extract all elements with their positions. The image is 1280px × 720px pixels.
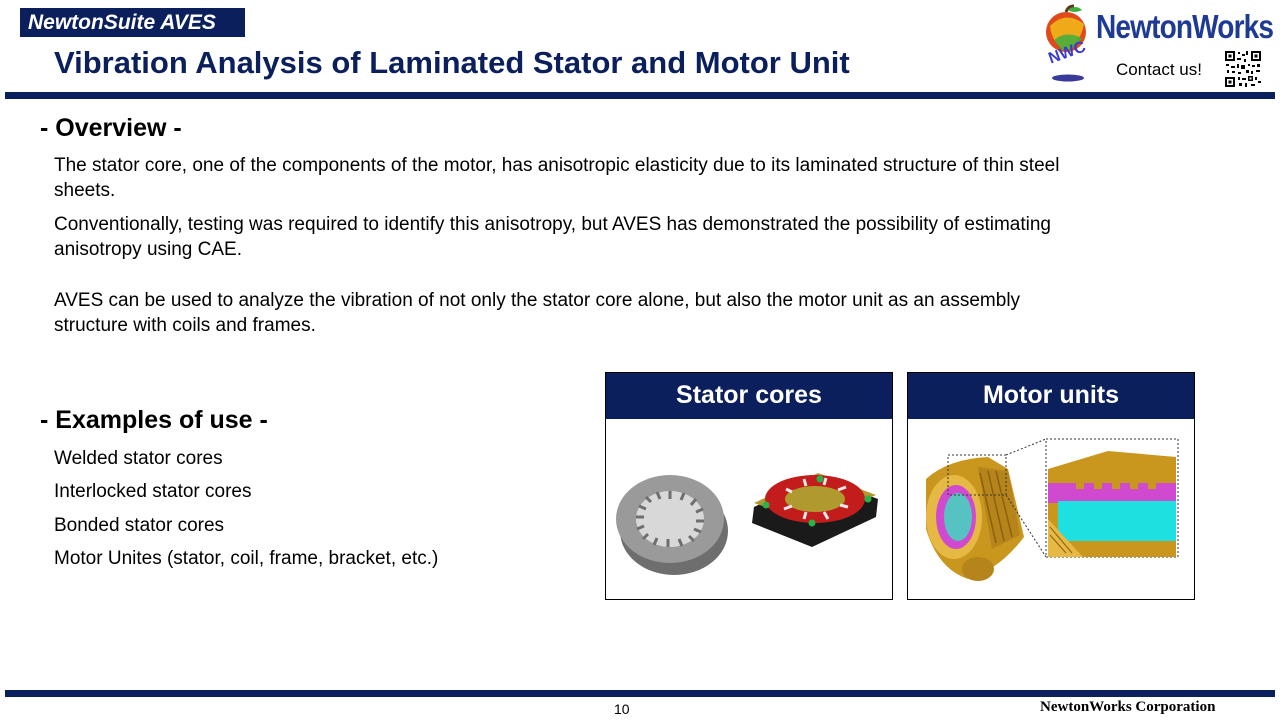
page-title: Vibration Analysis of Laminated Stator and Motor Unit — [54, 45, 850, 80]
product-badge: NewtonSuite AVES — [20, 8, 245, 37]
example-item: Interlocked stator cores — [54, 481, 252, 502]
contact-link[interactable]: Contact us! — [1116, 60, 1202, 79]
example-item: Welded stator cores — [54, 448, 223, 469]
motor-units-panel — [907, 372, 1195, 600]
company-logo[interactable] — [1040, 4, 1280, 90]
page-number: 10 — [614, 701, 630, 717]
apple-globe-icon — [1040, 4, 1100, 84]
overview-paragraph-1: The stator core, one of the components of the motor, has anisotropic elasticity due to its laminated structure of thin steel sheets. — [54, 155, 1060, 201]
examples-heading: - Examples of use - — [40, 406, 268, 434]
motor-units-image — [908, 419, 1194, 599]
footer-divider — [5, 690, 1275, 697]
overview-paragraph-2: Conventionally, testing was required to identify this anisotropy, but AVES has demonstrated the possibility of estimating anisotropy using CAE. — [54, 214, 1051, 260]
panel-title: Stator cores — [606, 373, 892, 419]
example-item: Motor Unites (stator, coil, frame, bracket, etc.) — [54, 548, 439, 569]
example-item: Bonded stator cores — [54, 515, 225, 536]
stator-cores-panel — [605, 372, 893, 600]
svg-text:NWC: NWC — [1046, 38, 1089, 68]
stator-cores-image — [606, 419, 892, 599]
header-divider — [5, 92, 1275, 99]
qr-code-icon[interactable] — [1224, 50, 1262, 88]
overview-paragraph-3: AVES can be used to analyze the vibration of not only the stator core alone, but also the motor unit as an assembly structure with coils and frames. — [54, 290, 1021, 336]
overview-heading: - Overview - — [40, 114, 182, 142]
footer-corporation: NewtonWorks Corporation — [1040, 699, 1216, 715]
panel-title: Motor units — [908, 373, 1194, 419]
logo-wordmark: NewtonWorks — [1096, 8, 1274, 45]
